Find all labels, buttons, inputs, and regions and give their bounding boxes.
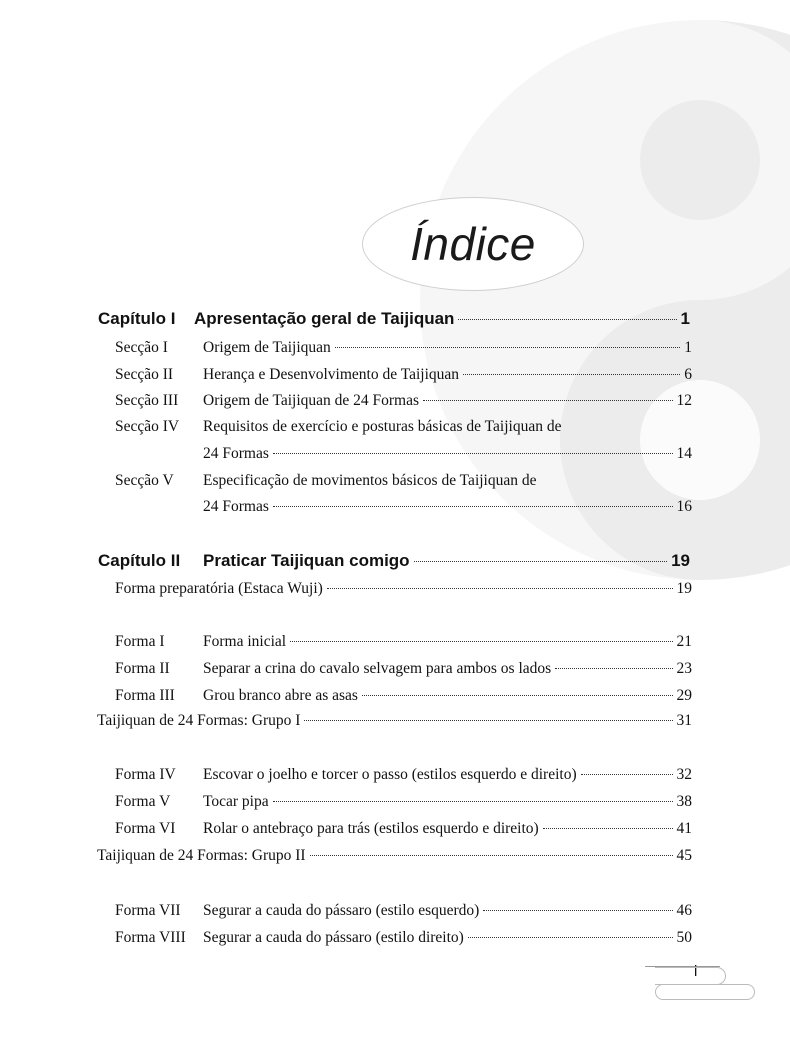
toc-entry[interactable] — [115, 339, 692, 357]
entry-title: Origem de Taijiquan — [203, 339, 331, 356]
page-number: 14 — [676, 445, 692, 462]
entry-title: Origem de Taijiquan de 24 Formas — [203, 392, 420, 409]
dot-leader — [423, 400, 672, 401]
toc-entry[interactable] — [115, 660, 692, 678]
toc-entry[interactable] — [115, 633, 692, 651]
toc-entry[interactable] — [115, 793, 692, 811]
entry-label: Secção II — [115, 366, 174, 383]
toc-group[interactable] — [97, 712, 692, 730]
dot-leader — [273, 453, 673, 454]
page-title: Índice — [410, 218, 536, 270]
page-number: 29 — [676, 687, 692, 704]
entry-title: Segurar a cauda do pássaro (estilo esquerdo) — [203, 902, 480, 919]
page-number: 12 — [676, 392, 692, 409]
page-number: 45 — [676, 847, 692, 864]
dot-leader — [335, 347, 680, 348]
toc-entry[interactable] — [115, 392, 692, 410]
dot-leader — [327, 588, 673, 589]
dot-leader — [273, 506, 673, 507]
entry-label: Forma I — [115, 633, 165, 650]
page-number: 6 — [684, 366, 692, 383]
toc-chapter[interactable] — [98, 309, 690, 329]
entry-label: Forma II — [115, 660, 170, 677]
entry-label: Forma VIII — [115, 929, 186, 946]
toc-entry[interactable] — [115, 902, 692, 920]
page-number: 32 — [676, 766, 692, 783]
entry-title: Escovar o joelho e torcer o passo (estilos esquerdo e direito) — [203, 766, 577, 783]
page-number: 31 — [676, 712, 692, 729]
page-number: 21 — [676, 633, 692, 650]
page-number: 23 — [676, 660, 692, 677]
entry-title: Requisitos de exercício e posturas básicas de Taijiquan de — [203, 418, 562, 435]
dot-leader — [483, 910, 672, 911]
group-title: Taijiquan de 24 Formas: Grupo I — [97, 712, 301, 729]
dot-leader — [543, 828, 673, 829]
toc-entry[interactable] — [115, 929, 692, 947]
toc-entry-continuation[interactable] — [203, 498, 692, 516]
entry-title: Especificação de movimentos básicos de Taijiquan de — [203, 472, 537, 489]
page-number: 19 — [671, 551, 690, 570]
entry-title-continued: 24 Formas — [203, 498, 269, 515]
dot-leader — [581, 774, 673, 775]
toc-entry-continuation[interactable] — [203, 445, 692, 463]
page-number: 1 — [680, 309, 690, 328]
dot-leader — [414, 561, 668, 562]
dot-leader — [468, 937, 673, 938]
entry-title: Grou branco abre as asas — [203, 687, 358, 704]
dot-leader — [555, 668, 672, 669]
entry-title: Segurar a cauda do pássaro (estilo direito) — [203, 929, 464, 946]
entry-title: Herança e Desenvolvimento de Taijiquan — [203, 366, 460, 383]
chapter-title: Apresentação geral de Taijiquan — [194, 309, 455, 328]
footer-page-number: i — [694, 963, 698, 980]
toc-entry[interactable] — [115, 418, 692, 436]
toc-entry[interactable] — [115, 820, 692, 838]
entry-title: Forma preparatória (Estaca Wuji) — [115, 580, 323, 597]
entry-label: Secção V — [115, 472, 174, 489]
footer-tab-lower — [655, 984, 755, 1000]
entry-title: Forma inicial — [203, 633, 287, 650]
page-number: 19 — [676, 580, 692, 597]
toc-group[interactable] — [97, 847, 692, 865]
dot-leader — [273, 801, 673, 802]
entry-label: Forma III — [115, 687, 175, 704]
page-number: 50 — [676, 929, 692, 946]
entry-title: Separar a crina do cavalo selvagem para ambos os lados — [203, 660, 552, 677]
dot-leader — [310, 855, 673, 856]
entry-label: Secção III — [115, 392, 179, 409]
footer-tab — [655, 967, 726, 985]
entry-label: Forma VII — [115, 902, 181, 919]
dot-leader — [304, 720, 672, 721]
entry-title: Tocar pipa — [203, 793, 269, 810]
page-number: 38 — [676, 793, 692, 810]
toc-entry[interactable] — [115, 580, 692, 598]
entry-title-continued: 24 Formas — [203, 445, 269, 462]
chapter-label: Capítulo I — [98, 309, 176, 328]
toc-entry[interactable] — [115, 766, 692, 784]
chapter-label: Capítulo II — [98, 551, 181, 570]
entry-label: Secção IV — [115, 418, 180, 435]
entry-label: Secção I — [115, 339, 168, 356]
entry-label: Forma IV — [115, 766, 176, 783]
dot-leader — [458, 319, 676, 320]
toc-chapter[interactable] — [98, 551, 690, 571]
chapter-title: Praticar Taijiquan comigo — [203, 551, 410, 570]
page-number: 1 — [684, 339, 692, 356]
toc-entry[interactable] — [115, 472, 692, 490]
page-number: 41 — [676, 820, 692, 837]
toc-entry[interactable] — [115, 366, 692, 384]
page-number: 16 — [676, 498, 692, 515]
dot-leader — [362, 695, 673, 696]
entry-title: Rolar o antebraço para trás (estilos esquerdo e direito) — [203, 820, 539, 837]
toc-entry[interactable] — [115, 687, 692, 705]
entry-label: Forma VI — [115, 820, 176, 837]
title-oval — [362, 197, 584, 291]
entry-label: Forma V — [115, 793, 171, 810]
page-number: 46 — [676, 902, 692, 919]
dot-leader — [290, 641, 672, 642]
group-title: Taijiquan de 24 Formas: Grupo II — [97, 847, 306, 864]
dot-leader — [463, 374, 680, 375]
